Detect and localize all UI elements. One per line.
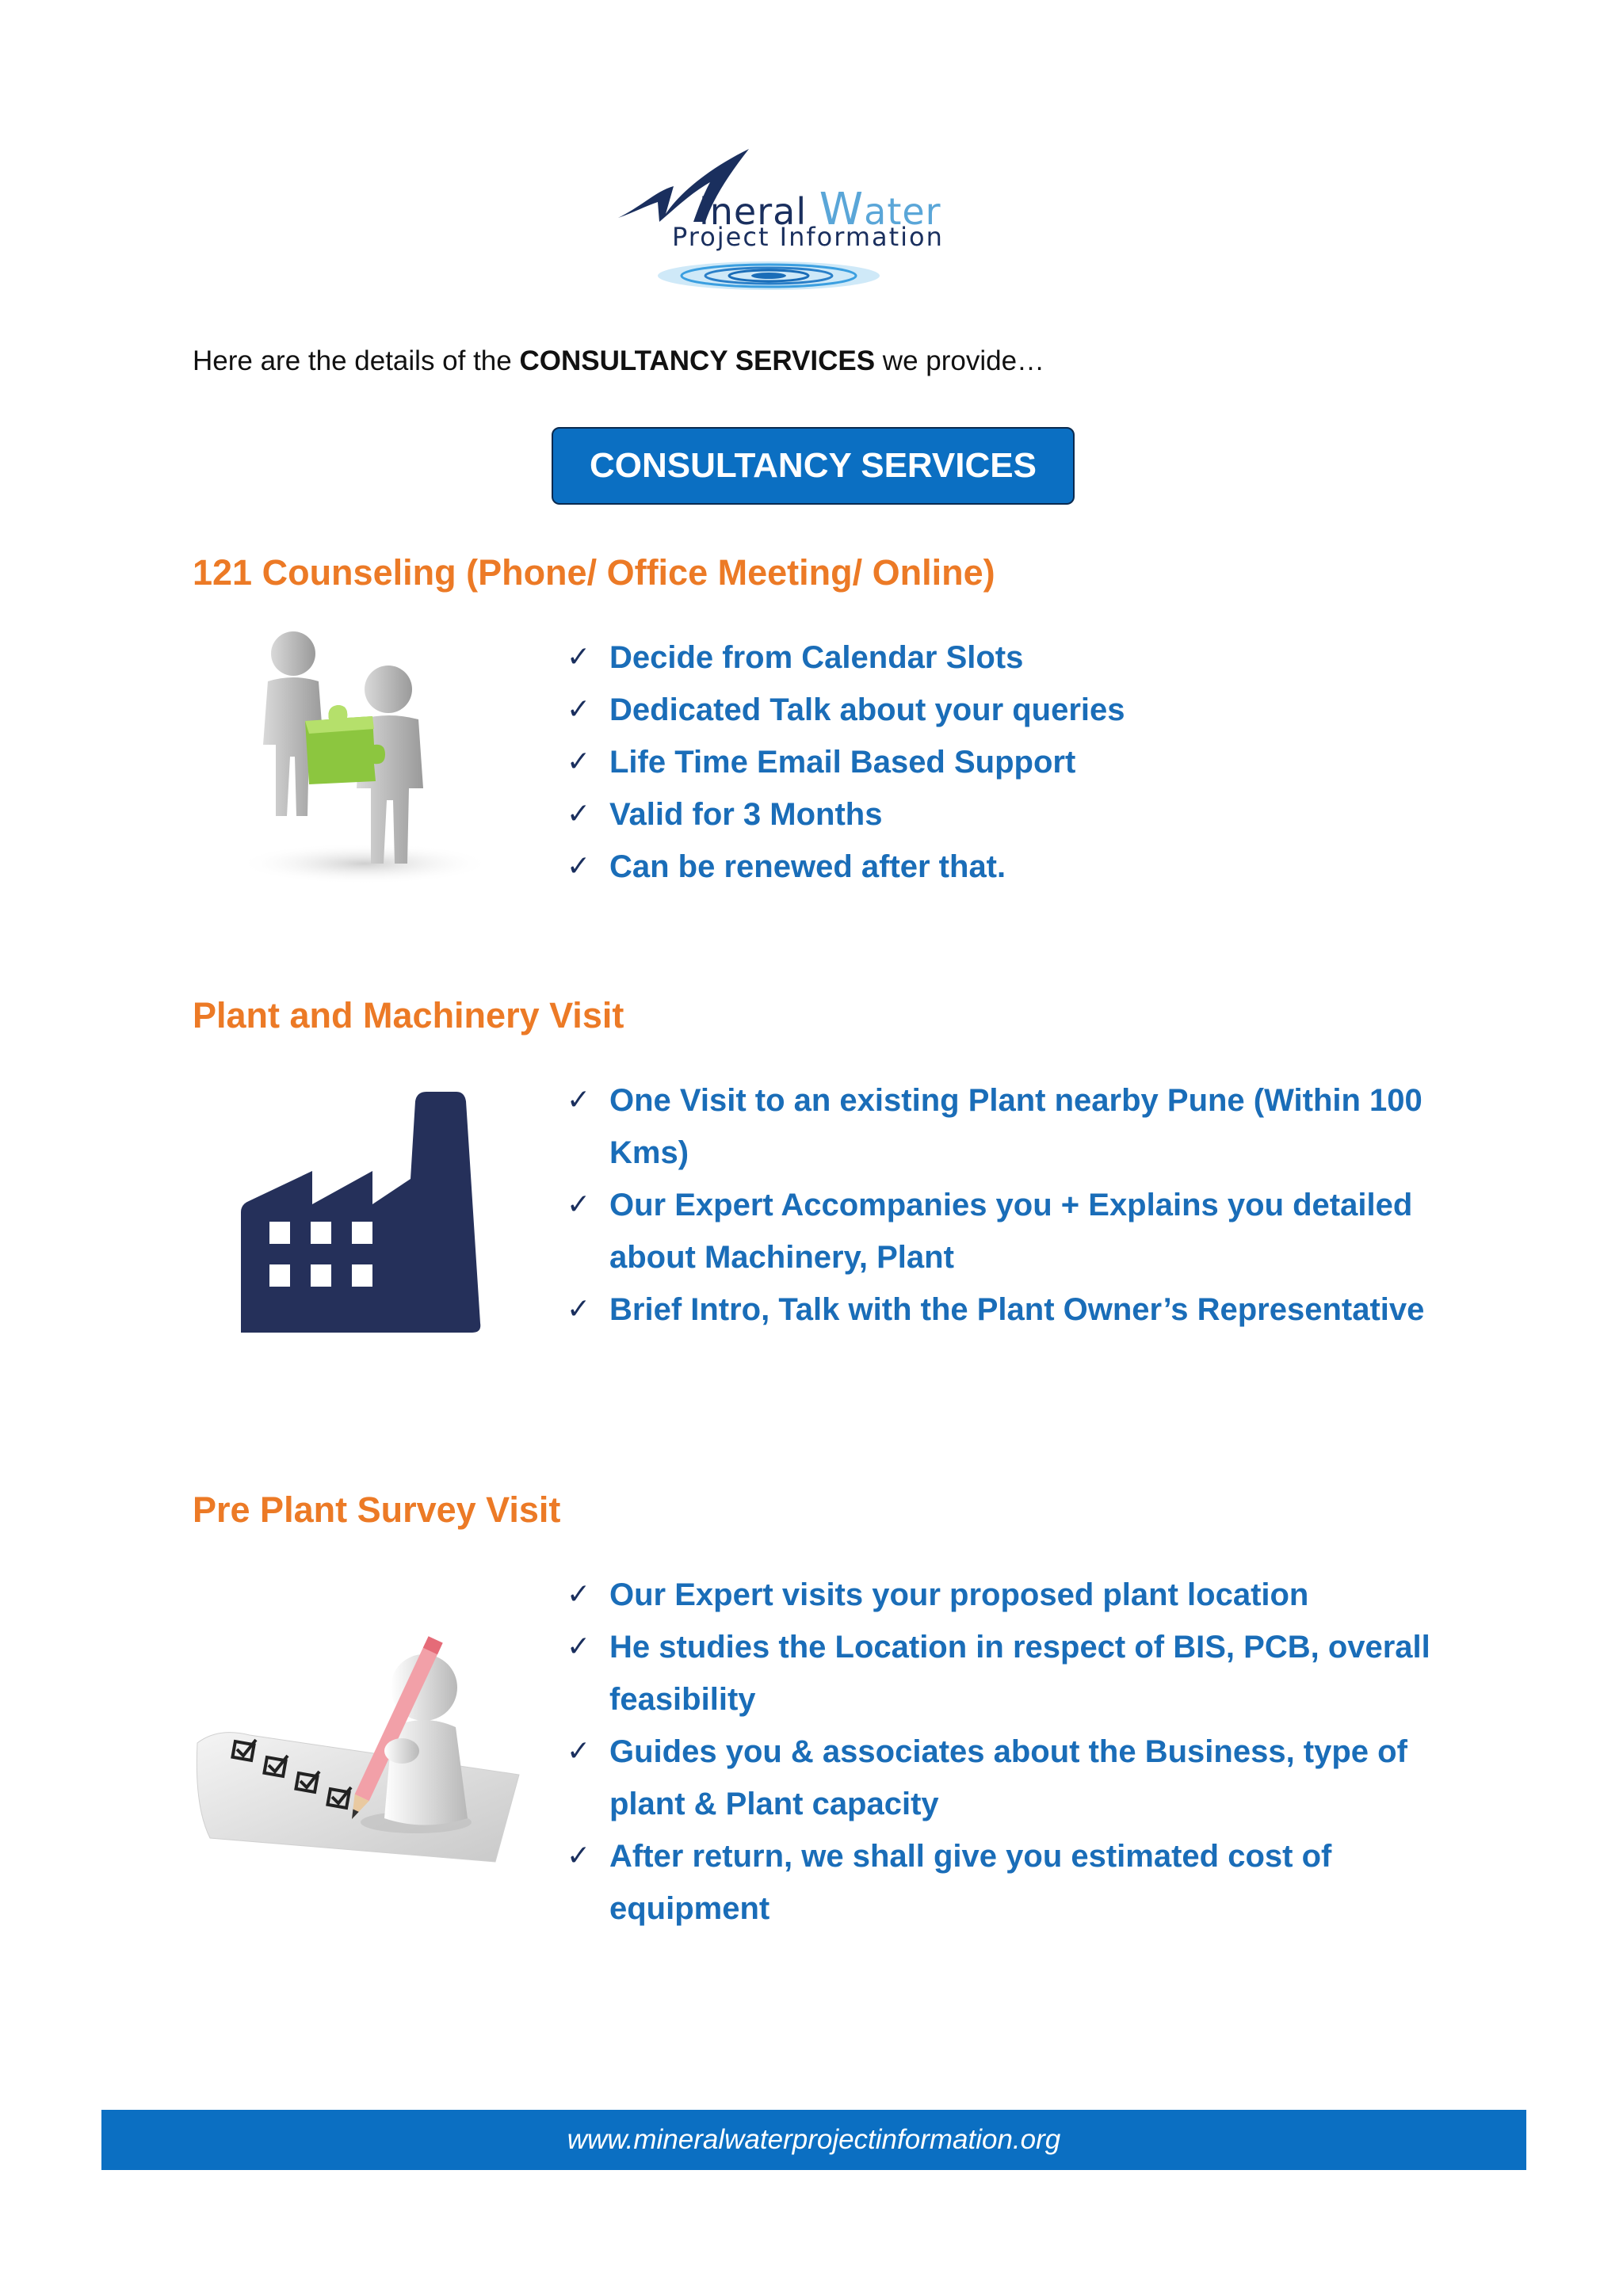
list-item: ✓ Can be renewed after that. bbox=[567, 841, 1478, 893]
list-item: ✓ Guides you & associates about the Business, type of plant & Plant capacity bbox=[567, 1726, 1478, 1830]
footer-bar bbox=[101, 2110, 1526, 2170]
survey-visit-list bbox=[567, 1569, 1478, 1935]
list-item: ✓ Our Expert Accompanies you + Explains you detailed about Machinery, Plant bbox=[567, 1179, 1478, 1283]
list-item: ✓ He studies the Location in respect of BIS, PCB, overall feasibility bbox=[567, 1621, 1478, 1726]
people-puzzle-icon bbox=[230, 626, 507, 887]
checkmark-icon: ✓ bbox=[567, 1840, 591, 1872]
list-item: ✓ After return, we shall give you estimated cost of equipment bbox=[567, 1830, 1478, 1935]
list-item: ✓ One Visit to an existing Plant nearby Pune (Within 100 Kms) bbox=[567, 1074, 1478, 1179]
plant-visit-list bbox=[567, 1074, 1478, 1336]
logo-title: ineral Water bbox=[699, 184, 941, 235]
checkmark-icon: ✓ bbox=[567, 1084, 591, 1116]
section-title-survey-visit: Pre Plant Survey Visit bbox=[193, 1489, 561, 1530]
water-ripple-icon bbox=[658, 261, 880, 290]
list-item: ✓ Brief Intro, Talk with the Plant Owner’s Representative bbox=[567, 1283, 1478, 1336]
logo-subtitle: Project Information bbox=[672, 222, 944, 252]
checkmark-icon: ✓ bbox=[567, 1735, 591, 1768]
list-item: ✓ Our Expert visits your proposed plant location bbox=[567, 1569, 1478, 1621]
section-title-counseling: 121 Counseling (Phone/ Office Meeting/ Online) bbox=[193, 552, 995, 593]
list-item: ✓ Life Time Email Based Support bbox=[567, 736, 1478, 788]
checkmark-icon: ✓ bbox=[567, 850, 591, 883]
list-item: ✓ Dedicated Talk about your queries bbox=[567, 684, 1478, 736]
checkmark-icon: ✓ bbox=[567, 693, 591, 726]
counseling-list bbox=[567, 631, 1478, 893]
footer-url-link[interactable]: www.mineralwaterprojectinformation.org bbox=[567, 2124, 1061, 2155]
list-item: ✓ Valid for 3 Months bbox=[567, 788, 1478, 841]
checklist-pencil-icon bbox=[194, 1624, 527, 1878]
checkmark-icon: ✓ bbox=[567, 746, 591, 778]
checkmark-icon: ✓ bbox=[567, 798, 591, 830]
list-item: ✓ Decide from Calendar Slots bbox=[567, 631, 1478, 684]
checkmark-icon: ✓ bbox=[567, 1293, 591, 1325]
checkmark-icon: ✓ bbox=[567, 641, 591, 673]
checkmark-icon: ✓ bbox=[567, 1630, 591, 1663]
factory-icon bbox=[238, 1085, 487, 1339]
logo bbox=[610, 143, 1022, 293]
section-title-plant-visit: Plant and Machinery Visit bbox=[193, 995, 624, 1035]
checkmark-icon: ✓ bbox=[567, 1578, 591, 1611]
intro-text: Here are the details of the CONSULTANCY SERVICES we provide… bbox=[193, 345, 1045, 376]
consultancy-banner: CONSULTANCY SERVICES bbox=[552, 427, 1075, 505]
checkmark-icon: ✓ bbox=[567, 1188, 591, 1221]
